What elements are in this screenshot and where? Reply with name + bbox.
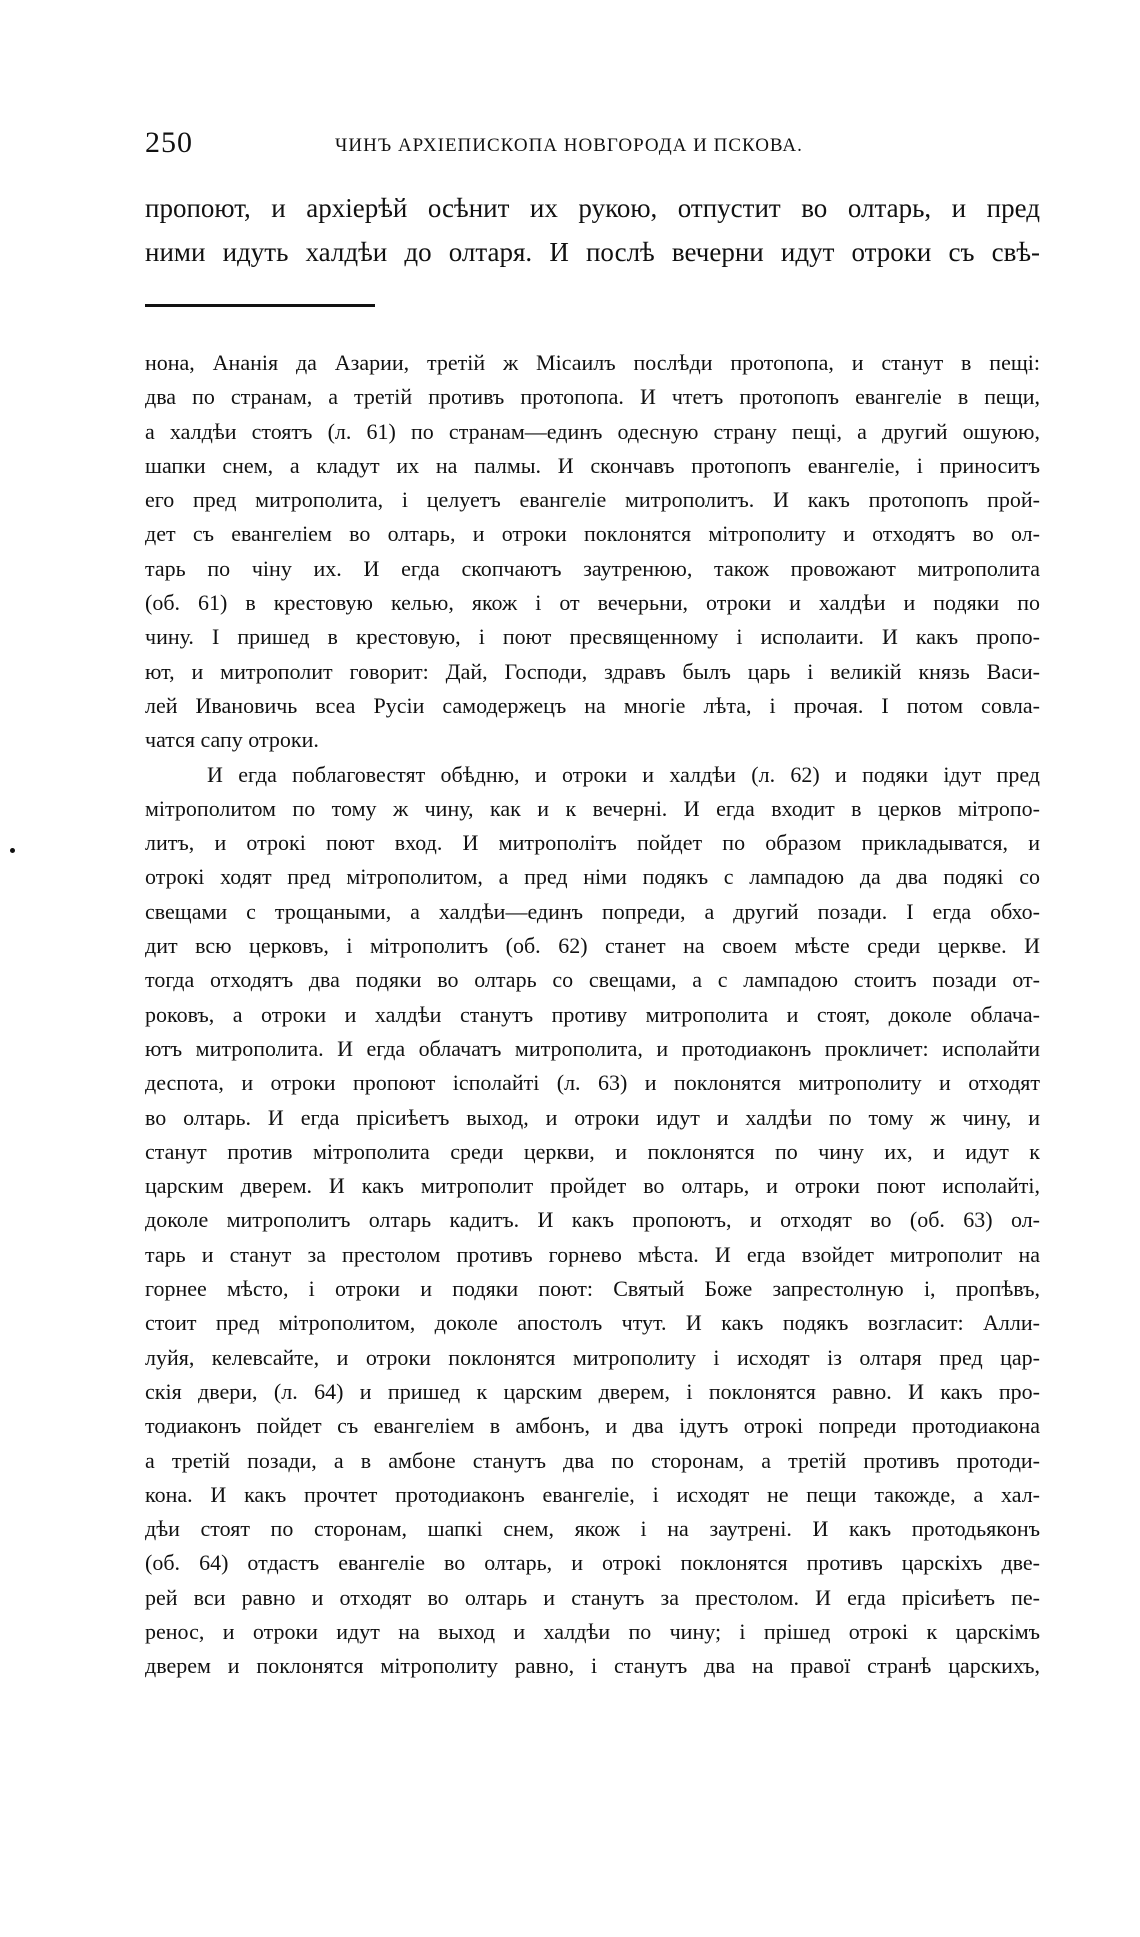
footnote-line: ренос, и отроки идут на выход и халдѣи по чину; і прішед отрокі к царскімъ: [145, 1618, 1040, 1644]
running-title: ЧИНЪ АРХІЕПИСКОПА НОВГОРОДА И ПСКОВА.: [335, 135, 803, 156]
footnote-line: горнее мѣсто, і отроки и подяки поют: Святый Боже запрестолную і, пропѣвъ,: [145, 1276, 1040, 1302]
footnote-line: чину. І пришед в крестовую, і поют пресвященному і исполаити. И какъ пропо-: [145, 624, 1040, 650]
footnote-line: стоит пред мітрополитом, доколе апостолъ чтут. И какъ подякъ возгласит: Алли-: [145, 1310, 1040, 1336]
footnote-line: во олтарь. И егда прісиѣетъ выход, и отроки идут и халдѣи по тому ж чину, и: [145, 1104, 1040, 1130]
footnote-line: деспота, и отроки пропоют ісполайті (л. 63) и поклонятся митрополиту и отходят: [145, 1070, 1040, 1096]
footnote-line: тарь по чіну их. И егда скопчаютъ заутренюю, також провожают митрополита: [145, 555, 1040, 581]
footnote-line: свещами с трощаными, а халдѣи—единъ попреди, а другий позади. І егда обхо-: [145, 898, 1040, 924]
footnote-line: нона, Ананія да Азарии, третій ж Місаилъ послѣди протопопа, и станут в пещі:: [145, 350, 1040, 375]
footnote-line: доколе митрополитъ олтарь кадитъ. И какъ пропоютъ, и отходят во (об. 63) ол-: [145, 1207, 1040, 1233]
footnote-line: отрокі ходят пред мітрополитом, а пред німи подякъ с лампадою да два подякі со: [145, 864, 1040, 890]
footnote-paragraph: [145, 758, 1040, 1684]
footnote-line: ют, и митрополит говорит: Дай, Господи, здравъ былъ царь і великій князь Васи-: [145, 658, 1040, 684]
footnote-line: тогда отходятъ два подяки во олтарь со свещами, а с лампадою стоитъ позади от-: [145, 967, 1040, 993]
footnote-line: два по странам, а третій противъ протопопа. И чтетъ протопопъ евангеліе в пещи,: [145, 384, 1040, 410]
margin-speck: [10, 848, 15, 853]
footnote-line: роковъ, а отроки и халдѣи станутъ противу митрополита и стоят, доколе облача-: [145, 1001, 1040, 1027]
footnote-line: станут против мітрополита среди церкви, и поклонятся по чину их, и идут к: [145, 1138, 1040, 1164]
footnote-line: луйя, келевсайте, и отроки поклонятся митрополиту і исходят із олтаря пред цар-: [145, 1344, 1040, 1370]
footnote-paragraph: [145, 346, 1040, 758]
footnote-line: мітрополитом по тому ж чину, как и к вечерні. И егда входит в церков мітропо-: [145, 795, 1040, 821]
footnote-line: И егда поблаговестят обѣдню, и отроки и халдѣи (л. 62) и подяки ідут пред: [207, 761, 1040, 787]
footnote-line: шапки снем, а кладут их на палмы. И скончавъ протопопъ евангеліе, і приноситъ: [145, 452, 1040, 478]
footnote-line: лей Ивановичь всеа Русіи самодержецъ на многіе лѣта, і прочая. І потом совла-: [145, 692, 1040, 718]
footnote-line: царским дверем. И какъ митрополит пройдет во олтарь, и отроки поют исполайті,: [145, 1173, 1040, 1199]
footnote-text: [145, 346, 1040, 1684]
footnote-line: а третій позади, а в амбоне станутъ два по сторонам, а третій противъ протоди-: [145, 1447, 1040, 1473]
footnote-line: дит всю церковъ, і мітрополитъ (об. 62) станет на своем мѣсте среди церкве. И: [145, 933, 1040, 959]
footnote-line: литъ, и отрокі поют вход. И митрополітъ пойдет по образом прикладыватся, и: [145, 830, 1040, 856]
main-text-line: пропоют, и архіерѣй осѣнит их рукою, отпустит во олтарь, и пред: [145, 193, 1040, 223]
footnote-line: скія двери, (л. 64) и пришед к царским дверем, і поклонятся равно. И какъ про-: [145, 1378, 1040, 1404]
footnote-line: (об. 61) в крестовую келью, якож і от вечерьни, отроки и халдѣи и подяки по: [145, 590, 1040, 616]
footnote-line: (об. 64) отдастъ евангеліе во олтарь, и отрокі поклонятся противъ царскіхъ две-: [145, 1550, 1040, 1576]
footnote-line: тарь и станут за престолом противъ горнево мѣста. И егда взойдет митрополит на: [145, 1241, 1040, 1267]
main-text-line: ними идуть халдѣи до олтаря. И послѣ вечерни идут отроки съ свѣ-: [145, 237, 1040, 267]
main-text: [145, 186, 1040, 274]
footnote-line: кона. И какъ прочтет протодиаконъ евангеліе, і исходят не пещи такожде, а хал-: [145, 1481, 1040, 1507]
footnote-separator-rule: [145, 304, 375, 307]
page-number: 250: [145, 126, 193, 159]
footnote-line: дет съ евангеліем во олтарь, и отроки поклонятся мітрополиту и отходятъ во ол-: [145, 521, 1040, 547]
footnote-line: ютъ митрополита. И егда облачатъ митрополита, и протодиаконъ прокличет: исполайти: [145, 1035, 1040, 1061]
footnote-line: чатся сапу отроки.: [145, 727, 319, 753]
footnote-line: рей вси равно и отходят во олтарь и станутъ за престолом. И егда прісиѣетъ пе-: [145, 1584, 1040, 1610]
footnote-line: его пред митрополита, і целуетъ евангеліе митрополитъ. И какъ протопопъ прой-: [145, 487, 1040, 513]
footnote-line: а халдѣи стоятъ (л. 61) по странам—единъ одесную страну пещі, а другий ошуюю,: [145, 418, 1040, 444]
footnote-line: тодиаконъ пойдет съ евангеліем в амбонъ, и два ідутъ отрокі попреди протодиакона: [145, 1413, 1040, 1439]
footnote-line: дверем и поклонятся мітрополиту равно, і станутъ два на правої странѣ царскихъ,: [145, 1653, 1040, 1679]
page-header: [145, 126, 1040, 166]
footnote-line: дѣи стоят по сторонам, шапкі снем, якож і на заутрені. И какъ протодьяконъ: [145, 1516, 1040, 1542]
